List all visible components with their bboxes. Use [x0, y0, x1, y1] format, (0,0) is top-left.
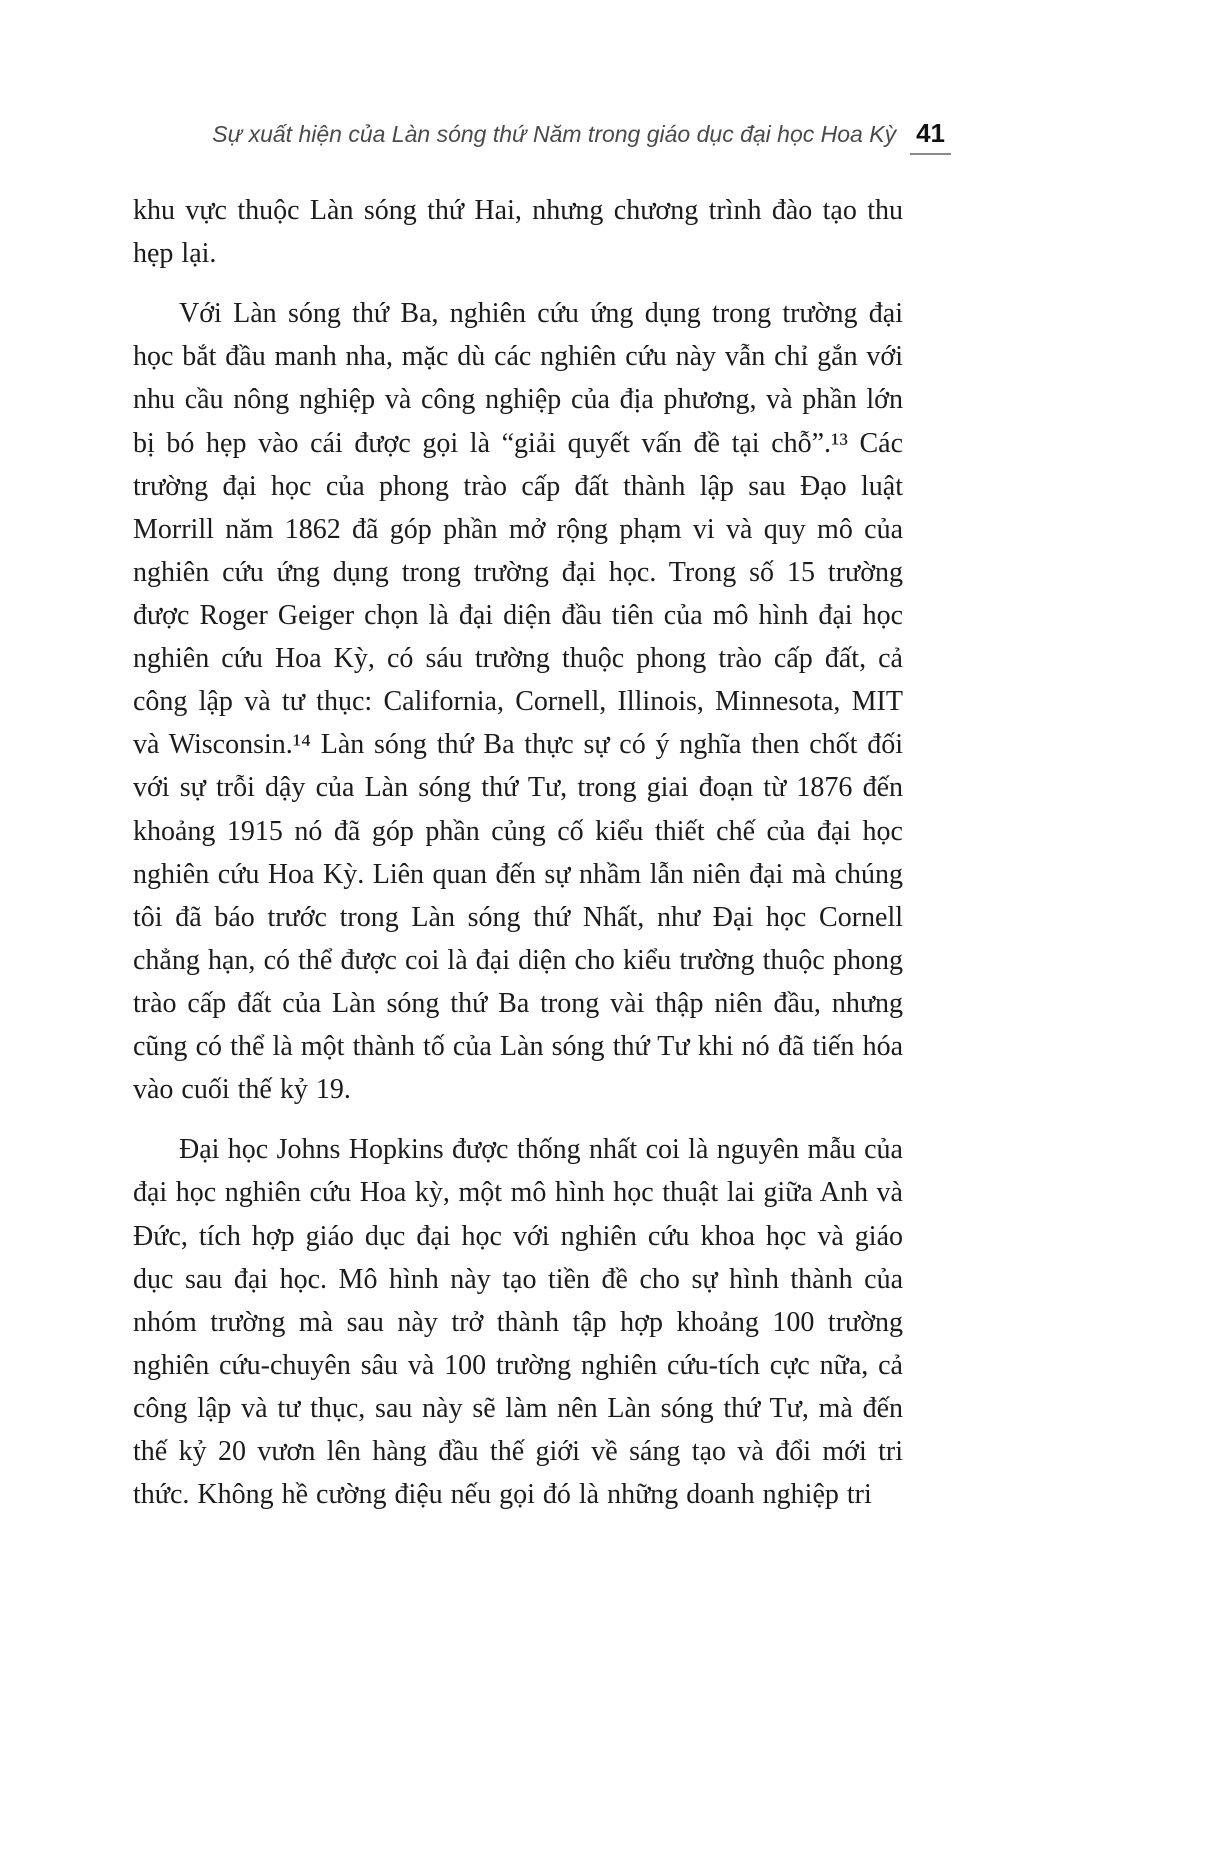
page-body	[133, 189, 903, 1516]
paragraph-continuation: khu vực thuộc Làn sóng thứ Hai, nhưng chương trình đào tạo thu hẹp lại.	[133, 195, 903, 270]
page-header	[133, 118, 951, 155]
running-title: Sự xuất hiện của Làn sóng thứ Năm trong giáo dục đại học Hoa Kỳ	[212, 121, 897, 147]
paragraph: Đại học Johns Hopkins được thống nhất coi là nguyên mẫu của đại học nghiên cứu Hoa kỳ, một mô hình học thuật lai giữa Anh và Đức, tích hợp giáo dục đại học với nghiên cứu khoa học và giáo dục sau đại học. Mô hình này tạo tiền đề cho sự hình thành của nhóm trường mà sau này trở thành tập hợp khoảng 100 trường nghiên cứu-chuyên sâu và 100 trường nghiên cứu-tích cực nữa, cả công lập và tư thục, sau này sẽ làm nên Làn sóng thứ Tư, mà đến thế kỷ 20 vươn lên hàng đầu thế giới về sáng tạo và đổi mới tri thức. Không hề cường điệu nếu gọi đó là những doanh nghiệp tri	[133, 1134, 903, 1511]
page-number: 41	[910, 118, 951, 155]
paragraph: Với Làn sóng thứ Ba, nghiên cứu ứng dụng trong trường đại học bắt đầu manh nha, mặc dù các nghiên cứu này vẫn chỉ gắn với nhu cầu nông nghiệp và công nghiệp của địa phương, và phần lớn bị bó hẹp vào cái được gọi là “giải quyết vấn đề tại chỗ”.¹³ Các trường đại học của phong trào cấp đất thành lập sau Đạo luật Morrill năm 1862 đã góp phần mở rộng phạm vi và quy mô của nghiên cứu ứng dụng trong trường đại học. Trong số 15 trường được Roger Geiger chọn là đại diện đầu tiên của mô hình đại học nghiên cứu Hoa Kỳ, có sáu trường thuộc phong trào cấp đất, cả công lập và tư thục: California, Cornell, Illinois, Minnesota, MIT và Wisconsin.¹⁴ Làn sóng thứ Ba thực sự có ý nghĩa then chốt đối với sự trỗi dậy của Làn sóng thứ Tư, trong giai đoạn từ 1876 đến khoảng 1915 nó đã góp phần củng cố kiểu thiết chế của đại học nghiên cứu Hoa Kỳ. Liên quan đến sự nhầm lẫn niên đại mà chúng tôi đã báo trước trong Làn sóng thứ Nhất, như Đại học Cornell chẳng hạn, có thể được coi là đại diện cho kiểu trường thuộc phong trào cấp đất của Làn sóng thứ Ba trong vài thập niên đầu, nhưng cũng có thể là một thành tố của Làn sóng thứ Tư khi nó đã tiến hóa vào cuối thế kỷ 19.	[133, 298, 903, 1106]
book-page	[133, 118, 945, 1533]
